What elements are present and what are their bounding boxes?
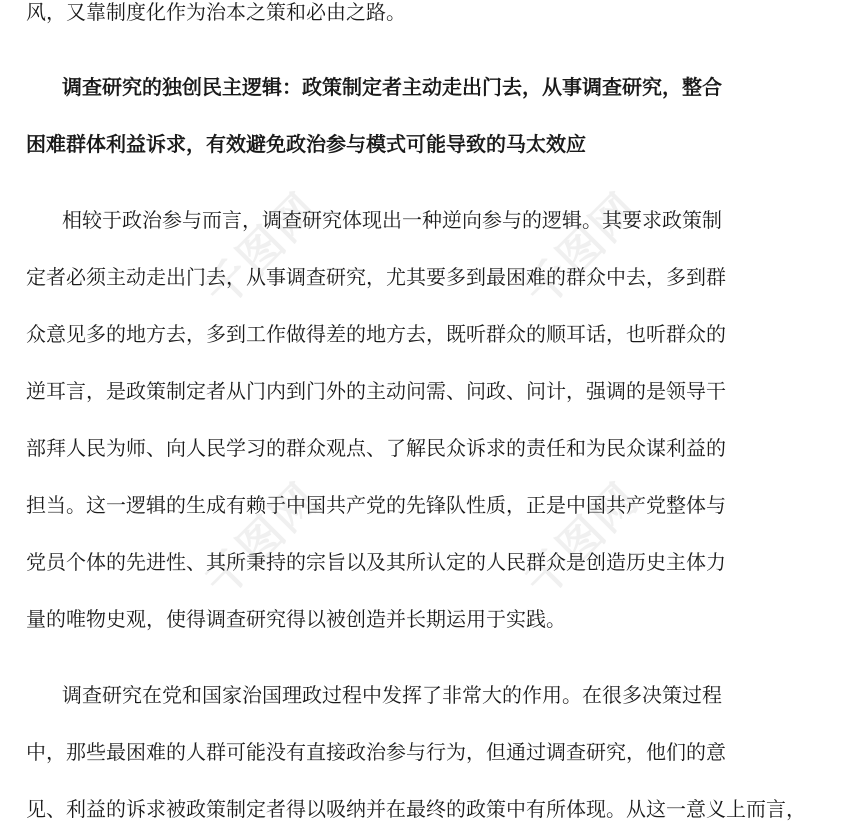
paragraph-line: 逆耳言，是政策制定者从门内到门外的主动问需、问政、问计，强调的是领导干 bbox=[26, 379, 726, 403]
paragraph-line: 党员个体的先进性、其所秉持的宗旨以及其所认定的人民群众是创造历史主体力 bbox=[26, 550, 726, 574]
watermark-text: 千图网 bbox=[195, 473, 330, 608]
paragraph-line: 众意见多的地方去，多到工作做得差的地方去，既听群众的顺耳话，也听群众的 bbox=[26, 322, 726, 346]
paragraph-line: 定者必须主动走出门去，从事调查研究，尤其要多到最困难的群众中去，多到群 bbox=[26, 265, 726, 289]
watermark-text: 千图网 bbox=[515, 473, 650, 608]
paragraph-line: 调查研究在党和国家治国理政过程中发挥了非常大的作用。在很多决策过程 bbox=[62, 683, 722, 707]
heading-line: 困难群体利益诉求，有效避免政治参与模式可能导致的马太效应 bbox=[26, 132, 586, 156]
paragraph-line: 量的唯物史观，使得调查研究得以被创造并长期运用于实践。 bbox=[26, 607, 566, 631]
paragraph-line: 相较于政治参与而言，调查研究体现出一种逆向参与的逻辑。其要求政策制 bbox=[62, 208, 722, 232]
paragraph-line: 担当。这一逻辑的生成有赖于中国共产党的先锋队性质，正是中国共产党整体与 bbox=[26, 493, 726, 517]
paragraph-line: 部拜人民为师、向人民学习的群众观点、了解民众诉求的责任和为民众谋利益的 bbox=[26, 436, 726, 460]
heading-line: 调查研究的独创民主逻辑：政策制定者主动走出门去，从事调查研究，整合 bbox=[62, 75, 722, 99]
watermark-text: 千图网 bbox=[195, 183, 330, 318]
paragraph-line: 风，又靠制度化作为治本之策和必由之路。 bbox=[26, 0, 406, 24]
paragraph-line: 中，那些最困难的人群可能没有直接政治参与行为，但通过调查研究，他们的意 bbox=[26, 740, 726, 764]
watermark-text: 千图网 bbox=[515, 183, 650, 318]
paragraph-line: 见、利益的诉求被政策制定者得以吸纳并在最终的政策中有所体现。从这一意义上而言， bbox=[26, 797, 806, 821]
